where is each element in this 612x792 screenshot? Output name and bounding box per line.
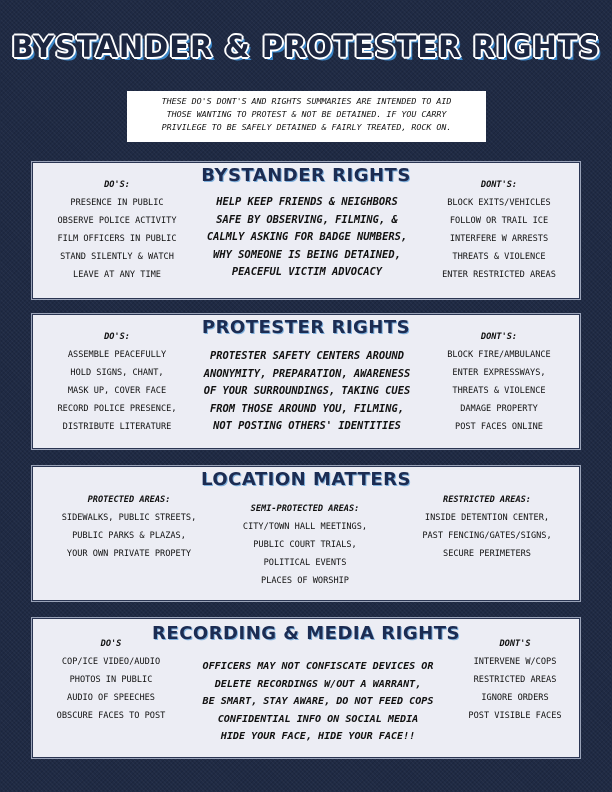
- section-location-matters: [31, 465, 581, 602]
- list-item: PHOTOS IN PUBLIC: [69, 675, 153, 685]
- list-item: FILM OFFICERS IN PUBLIC: [57, 234, 177, 244]
- summary-line: OFFICERS MAY NOT CONFISCATE DEVICES OR: [202, 661, 434, 672]
- section-recording-media-rights: [31, 617, 581, 759]
- list-item: DISTRIBUTE LITERATURE: [62, 422, 172, 432]
- dos-column: [40, 176, 194, 284]
- semi-protected-areas-column: [220, 500, 390, 590]
- summary-line: HELP KEEP FRIENDS & NEIGHBORS: [216, 196, 398, 208]
- donts-column: [426, 176, 572, 284]
- summary-line: BE SMART, STAY AWARE, DO NOT FEED COPS: [202, 696, 434, 707]
- list-item: THREATS & VIOLENCE: [452, 252, 546, 262]
- list-item: ASSEMBLE PEACEFULLY: [67, 350, 167, 360]
- list-item: INSIDE DETENTION CENTER,: [424, 513, 550, 523]
- list-item: DAMAGE PROPERTY: [460, 404, 538, 414]
- summary-line: FROM THOSE AROUND YOU, FILMING,: [210, 402, 404, 415]
- list-item: INTERVENE W/COPS: [473, 657, 557, 667]
- summary-line: PROTESTER SAFETY CENTERS AROUND: [210, 350, 404, 362]
- list-item: BLOCK FIRE/AMBULANCE: [447, 350, 551, 360]
- section-protester-rights: [31, 313, 581, 450]
- list-item: PLACES OF WORSHIP: [261, 576, 349, 586]
- list-item: PUBLIC PARKS & PLAZAS,: [72, 531, 186, 541]
- summary-line: DELETE RECORDINGS W/OUT A WARRANT,: [214, 678, 422, 690]
- list-item: SIDEWALKS, PUBLIC STREETS,: [61, 513, 197, 523]
- semi-protected-areas-heading: SEMI-PROTECTED AREAS:: [250, 504, 360, 514]
- list-item: AUDIO OF SPEECHES: [67, 693, 155, 703]
- dos-column: [36, 635, 186, 725]
- summary-line: CALMLY ASKING FOR BADGE NUMBERS,: [206, 231, 408, 243]
- restricted-areas-column: [402, 491, 572, 563]
- list-item: LEAVE AT ANY TIME: [73, 270, 161, 280]
- section-title: RECORDING & MEDIA RIGHTS: [152, 623, 460, 644]
- section-title: BYSTANDER RIGHTS: [201, 165, 411, 186]
- summary-text: [178, 658, 458, 746]
- list-item: YOUR OWN PRIVATE PROPETY: [66, 549, 192, 559]
- list-item: PRESENCE IN PUBLIC: [70, 198, 164, 208]
- summary-line: WHY SOMEONE IS BEING DETAINED,: [213, 248, 401, 261]
- list-item: ENTER EXPRESSWAYS,: [452, 368, 546, 378]
- summary-line: OF YOUR SURROUNDINGS, TAKING CUES: [203, 385, 411, 397]
- section-title: LOCATION MATTERS: [200, 469, 412, 490]
- summary-line: HIDE YOUR FACE, HIDE YOUR FACE!!: [220, 731, 416, 742]
- dos-heading: DO'S: [100, 639, 122, 649]
- protected-areas-heading: PROTECTED AREAS:: [87, 495, 171, 505]
- intro-line: THESE DO'S DONT'S AND RIGHTS SUMMARIES ARE INTENDED TO AID: [161, 96, 452, 106]
- dos-heading: DO'S:: [104, 180, 130, 190]
- list-item: POLITICAL EVENTS: [263, 558, 347, 568]
- protected-areas-column: [44, 491, 214, 563]
- restricted-areas-heading: RESTRICTED AREAS:: [443, 495, 531, 505]
- list-item: MASK UP, COVER FACE: [67, 386, 167, 396]
- donts-heading: DONT'S:: [480, 332, 518, 342]
- intro-line: THOSE WANTING TO PROTEST & NOT BE DETAINED. IF YOU CARRY: [166, 109, 447, 119]
- list-item: THREATS & VIOLENCE: [452, 386, 546, 396]
- list-item: POST FACES ONLINE: [455, 422, 543, 432]
- list-item: STAND SILENTLY & WATCH: [60, 252, 174, 262]
- list-item: OBSERVE POLICE ACTIVITY: [57, 216, 177, 226]
- page-title: BYSTANDER & PROTESTER RIGHTS: [11, 30, 601, 64]
- dos-heading: DO'S:: [104, 332, 130, 342]
- list-item: RECORD POLICE PRESENCE,: [57, 404, 177, 414]
- list-item: HOLD SIGNS, CHANT,: [70, 368, 164, 378]
- list-item: IGNORE ORDERS: [481, 693, 549, 703]
- list-item: SECURE PERIMETERS: [443, 549, 531, 559]
- list-item: INTERFERE W ARRESTS: [449, 234, 549, 244]
- summary-text: [192, 348, 422, 436]
- list-item: RESTRICTED AREAS: [473, 675, 557, 685]
- summary-line: NOT POSTING OTHERS' IDENTITIES: [213, 420, 401, 432]
- list-item: FOLLOW OR TRAIL ICE: [449, 216, 549, 226]
- list-item: COP/ICE VIDEO/AUDIO: [61, 657, 161, 667]
- donts-heading: DONT'S:: [480, 180, 518, 190]
- list-item: ENTER RESTRICTED AREAS: [442, 270, 556, 280]
- summary-line: PEACEFUL VICTIM ADVOCACY: [231, 266, 383, 278]
- section-title: PROTESTER RIGHTS: [201, 317, 411, 338]
- summary-text: [192, 194, 422, 282]
- list-item: PUBLIC COURT TRIALS,: [253, 540, 357, 550]
- list-item: BLOCK EXITS/VEHICLES: [447, 198, 551, 208]
- donts-heading: DONT'S: [499, 639, 531, 649]
- list-item: PAST FENCING/GATES/SIGNS,: [422, 531, 552, 541]
- summary-line: ANONYMITY, PREPARATION, AWARENESS: [203, 367, 411, 380]
- dos-column: [40, 328, 194, 436]
- list-item: POST VISIBLE FACES: [468, 711, 562, 721]
- donts-column: [426, 328, 572, 436]
- summary-line: SAFE BY OBSERVING, FILMING, &: [216, 213, 398, 226]
- intro-box: [127, 91, 486, 142]
- summary-line: CONFIDENTIAL INFO ON SOCIAL MEDIA: [217, 713, 419, 725]
- intro-line: PRIVILEGE TO BE SAFELY DETAINED & FAIRLY TREATED, ROCK ON.: [161, 122, 452, 132]
- list-item: OBSCURE FACES TO POST: [56, 711, 166, 721]
- donts-column: [450, 635, 580, 725]
- section-bystander-rights: [31, 161, 581, 300]
- list-item: CITY/TOWN HALL MEETINGS,: [242, 522, 368, 532]
